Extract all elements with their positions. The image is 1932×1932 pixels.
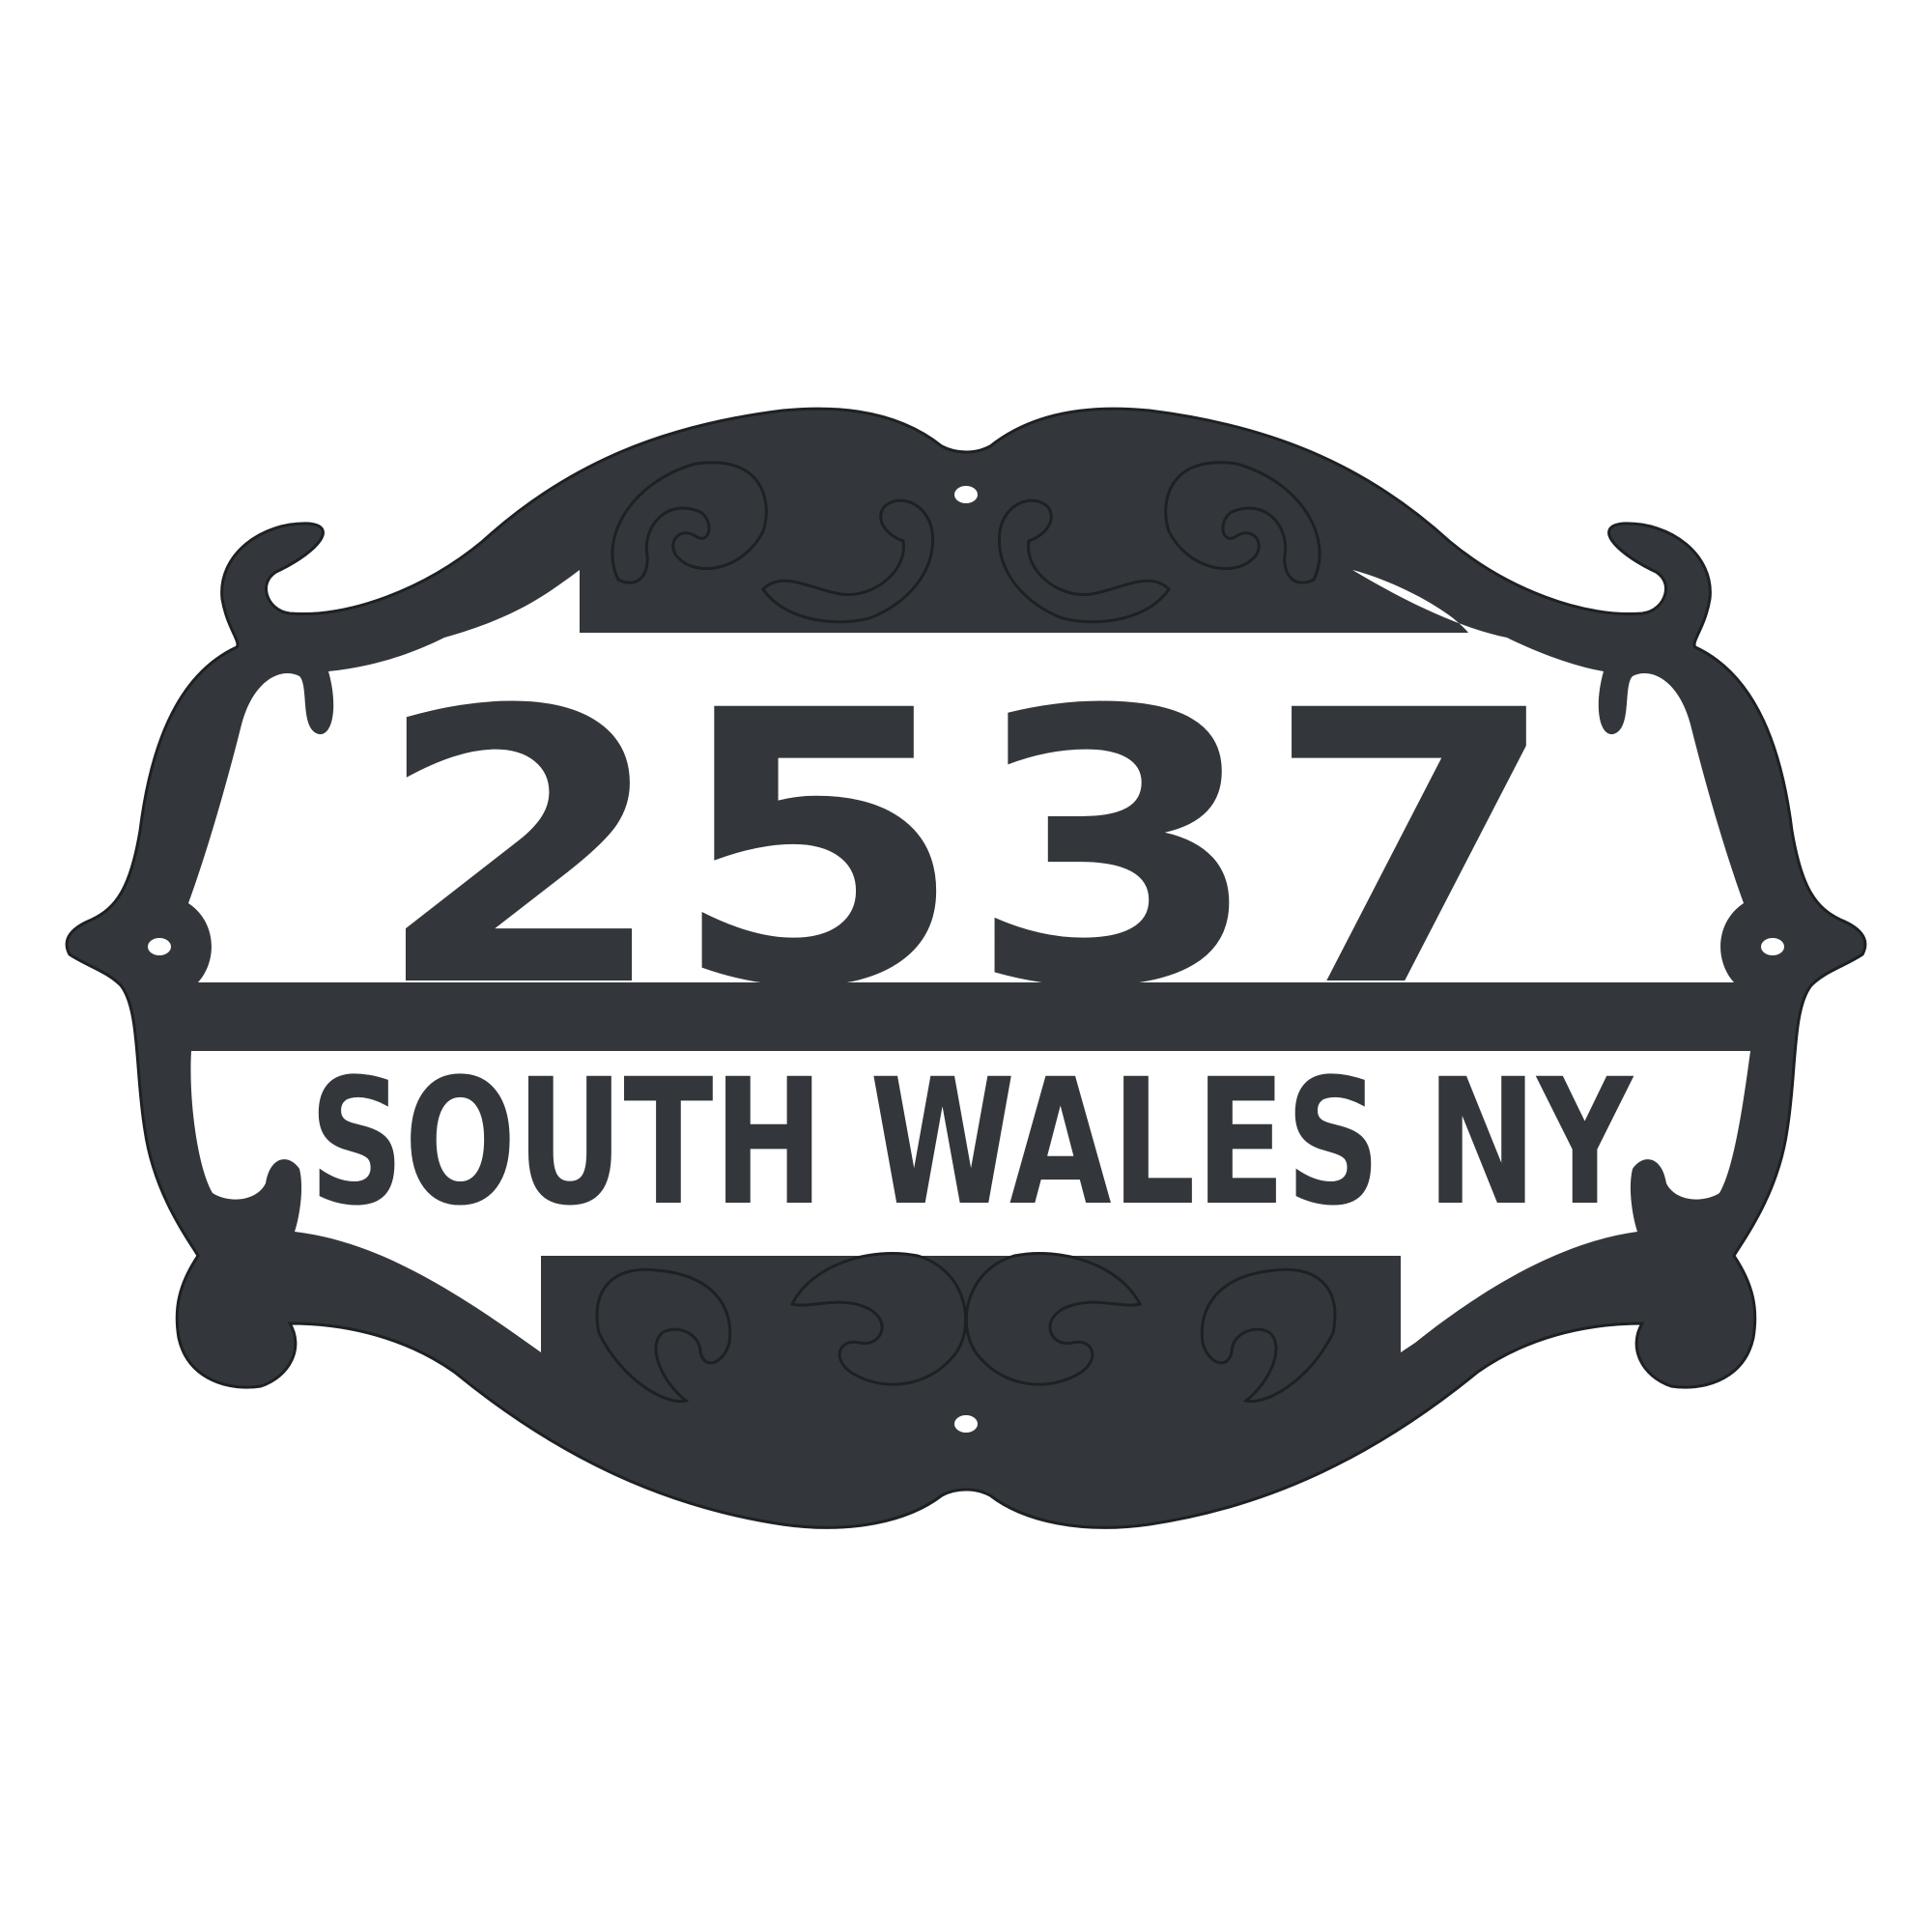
mounting-hole-top	[954, 486, 978, 503]
mounting-hole-left	[148, 938, 171, 955]
street-line: SOUTH WALES NY	[309, 1042, 1635, 1244]
mounting-hole-right	[1761, 938, 1784, 955]
house-number: 2537	[372, 631, 1560, 1069]
mounting-hole-bottom	[954, 1415, 978, 1433]
